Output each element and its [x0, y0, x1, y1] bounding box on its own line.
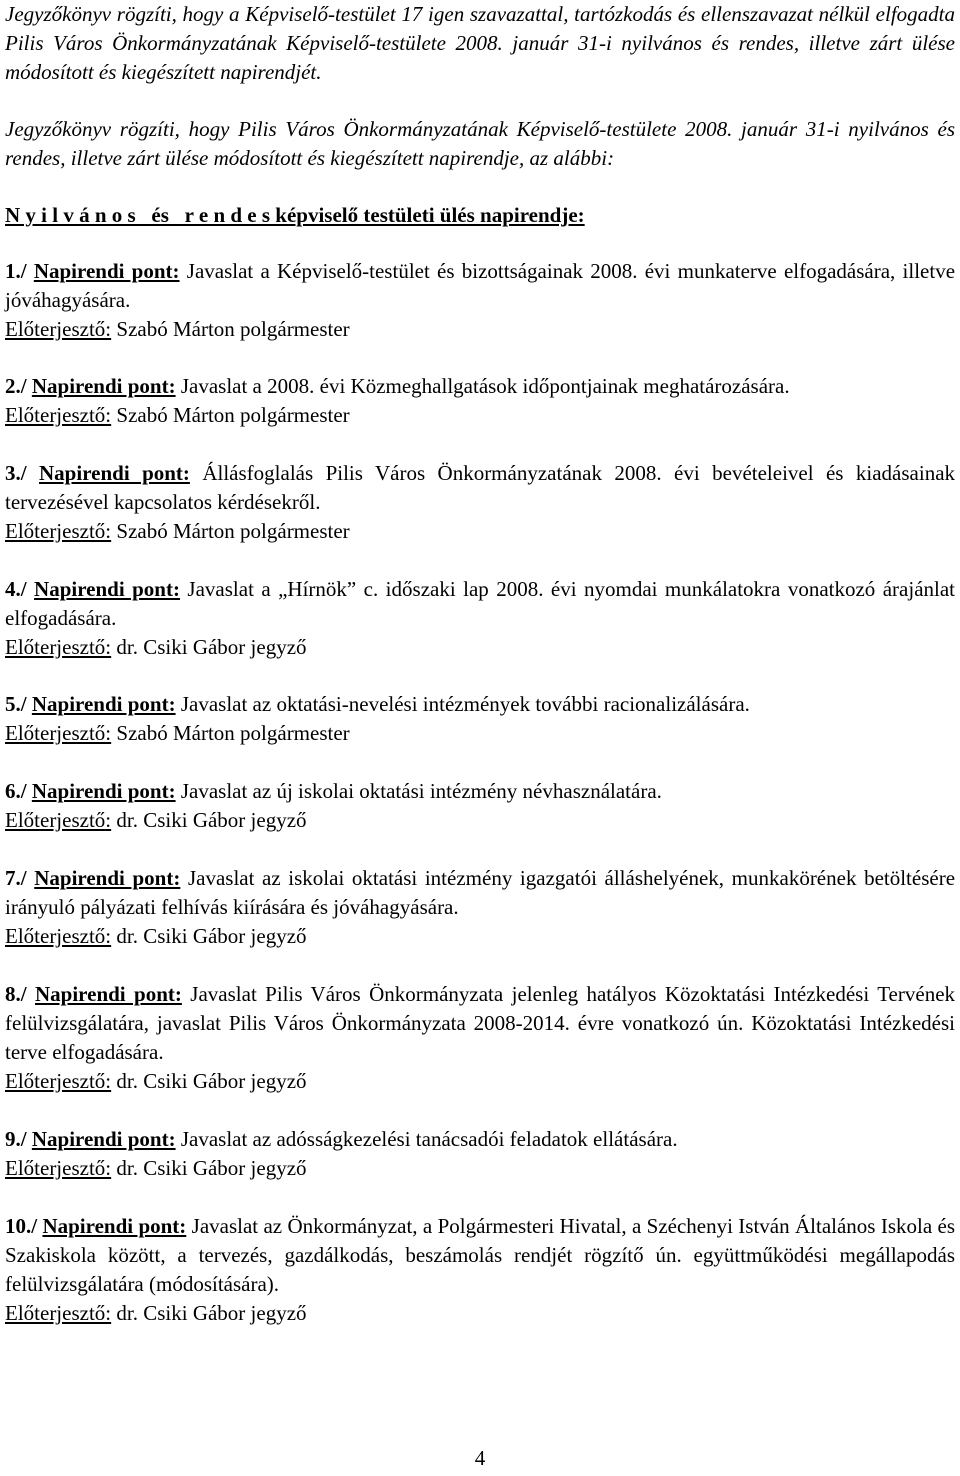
presenter-name: dr. Csiki Gábor jegyző: [116, 1069, 307, 1093]
item-text: Javaslat az Önkormányzat, a Polgármesteri Hivatal, a Széchenyi István Általános Iskola és Szakiskola között, a tervezés, gazdálkodás, beszámolás rendjét rögzítő ún. együttműködési megállapodás felülvizsgálatára (módosítására).: [5, 1214, 955, 1296]
agenda-item: [5, 777, 955, 835]
item-text: Javaslat az iskolai oktatási intézmény igazgatói álláshelyének, munkakörének betöltésére irányuló pályázati felhívás kiírására és jóváhagyására.: [5, 866, 956, 919]
item-label: Napirendi pont:: [34, 577, 180, 601]
item-number: 8./: [5, 982, 27, 1006]
item-text: Javaslat az új iskolai oktatási intézmény névhasználatára.: [180, 779, 662, 803]
presenter-label: Előterjesztő:: [5, 1156, 112, 1180]
presenter-name: Szabó Márton polgármester: [116, 403, 350, 427]
presenter-label: Előterjesztő:: [5, 1069, 112, 1093]
item-number: 7./: [5, 866, 27, 890]
presenter-name: dr. Csiki Gábor jegyző: [116, 1301, 307, 1325]
presenter-label: Előterjesztő:: [5, 1301, 112, 1325]
presenter-label: Előterjesztő:: [5, 635, 112, 659]
item-label: Napirendi pont:: [31, 692, 176, 716]
item-number: 3./: [5, 461, 27, 485]
presenter-name: dr. Csiki Gábor jegyző: [116, 1156, 307, 1180]
item-text: Javaslat a „Hírnök” c. időszaki lap 2008. évi nyomdai munkálatokra vonatkozó árajánlat elfogadására.: [5, 577, 956, 630]
agenda-item: [5, 257, 955, 344]
agenda-item: [5, 690, 955, 748]
item-number: 4./: [5, 577, 27, 601]
agenda-item: [5, 1125, 955, 1183]
item-number: 5./: [5, 692, 27, 716]
presenter-label: Előterjesztő:: [5, 519, 112, 543]
presenter-name: Szabó Márton polgármester: [116, 519, 350, 543]
intro-paragraph-1: Jegyzőkönyv rögzíti, hogy a Képviselő-testület 17 igen szavazattal, tartózkodás és ellenszavazat nélkül elfogadta Pilis Város Önkormányzatának Képviselő-testülete 2008. január 31-i nyilvános és rendes, illetve zárt ülése módosított és kiegészített napirendjét.: [5, 2, 955, 84]
presenter-name: dr. Csiki Gábor jegyző: [116, 808, 307, 832]
item-text: Javaslat Pilis Város Önkormányzata jelenleg hatályos Közoktatási Intézkedési Tervének felülvizsgálatára, javaslat Pilis Város Önkormányzata 2008-2014. évre vonatkozó ún. Közoktatási Intézkedési terve elfogadására.: [5, 982, 956, 1064]
item-number: 2./: [5, 374, 27, 398]
agenda-item: [5, 575, 955, 662]
agenda-item: [5, 1212, 955, 1328]
item-number: 1./: [5, 259, 27, 283]
presenter-name: dr. Csiki Gábor jegyző: [116, 635, 307, 659]
agenda-item: [5, 459, 955, 546]
presenter-label: Előterjesztő:: [5, 721, 112, 745]
presenter-label: Előterjesztő:: [5, 808, 112, 832]
item-label: Napirendi pont:: [35, 982, 182, 1006]
item-text: Javaslat az oktatási-nevelési intézmények további racionalizálására.: [180, 692, 750, 716]
item-label: Napirendi pont:: [42, 1214, 187, 1238]
item-number: 9./: [5, 1127, 27, 1151]
presenter-label: Előterjesztő:: [5, 924, 112, 948]
presenter-name: Szabó Márton polgármester: [116, 721, 350, 745]
item-number: 10./: [5, 1214, 38, 1238]
item-text: Javaslat az adósságkezelési tanácsadói feladatok ellátására.: [180, 1127, 678, 1151]
agenda-item: [5, 372, 955, 430]
agenda-item: [5, 864, 955, 951]
item-label: Napirendi pont:: [31, 779, 176, 803]
item-number: 6./: [5, 779, 27, 803]
item-text: Javaslat a 2008. évi Közmeghallgatások időpontjainak meghatározására.: [180, 374, 790, 398]
intro-paragraph-2: Jegyzőkönyv rögzíti, hogy Pilis Város Önkormányzatának Képviselő-testülete 2008. január 31-i nyilvános és rendes, illetve zárt ülése módosított és kiegészített napirendje, az alábbi:: [5, 117, 955, 170]
item-text: Állásfoglalás Pilis Város Önkormányzatának 2008. évi bevételeivel és kiadásainak tervezésével kapcsolatos kérdésekről.: [5, 461, 956, 514]
item-label: Napirendi pont:: [31, 1127, 176, 1151]
item-label: Napirendi pont:: [34, 866, 181, 890]
agenda-item: [5, 980, 955, 1096]
item-text: Javaslat a Képviselő-testület és bizottságainak 2008. évi munkaterve elfogadására, illetve jóváhagyására.: [5, 259, 956, 312]
item-label: Napirendi pont:: [31, 374, 176, 398]
presenter-name: dr. Csiki Gábor jegyző: [116, 924, 307, 948]
item-label: Napirendi pont:: [39, 461, 190, 485]
presenter-label: Előterjesztő:: [5, 317, 112, 341]
page-number: 4: [474, 1446, 486, 1470]
presenter-name: Szabó Márton polgármester: [116, 317, 350, 341]
agenda-heading: N y i l v á n o s és r e n d e s képviselő testületi ülés napirendje:: [5, 203, 585, 227]
item-label: Napirendi pont:: [33, 259, 180, 283]
presenter-label: Előterjesztő:: [5, 403, 112, 427]
